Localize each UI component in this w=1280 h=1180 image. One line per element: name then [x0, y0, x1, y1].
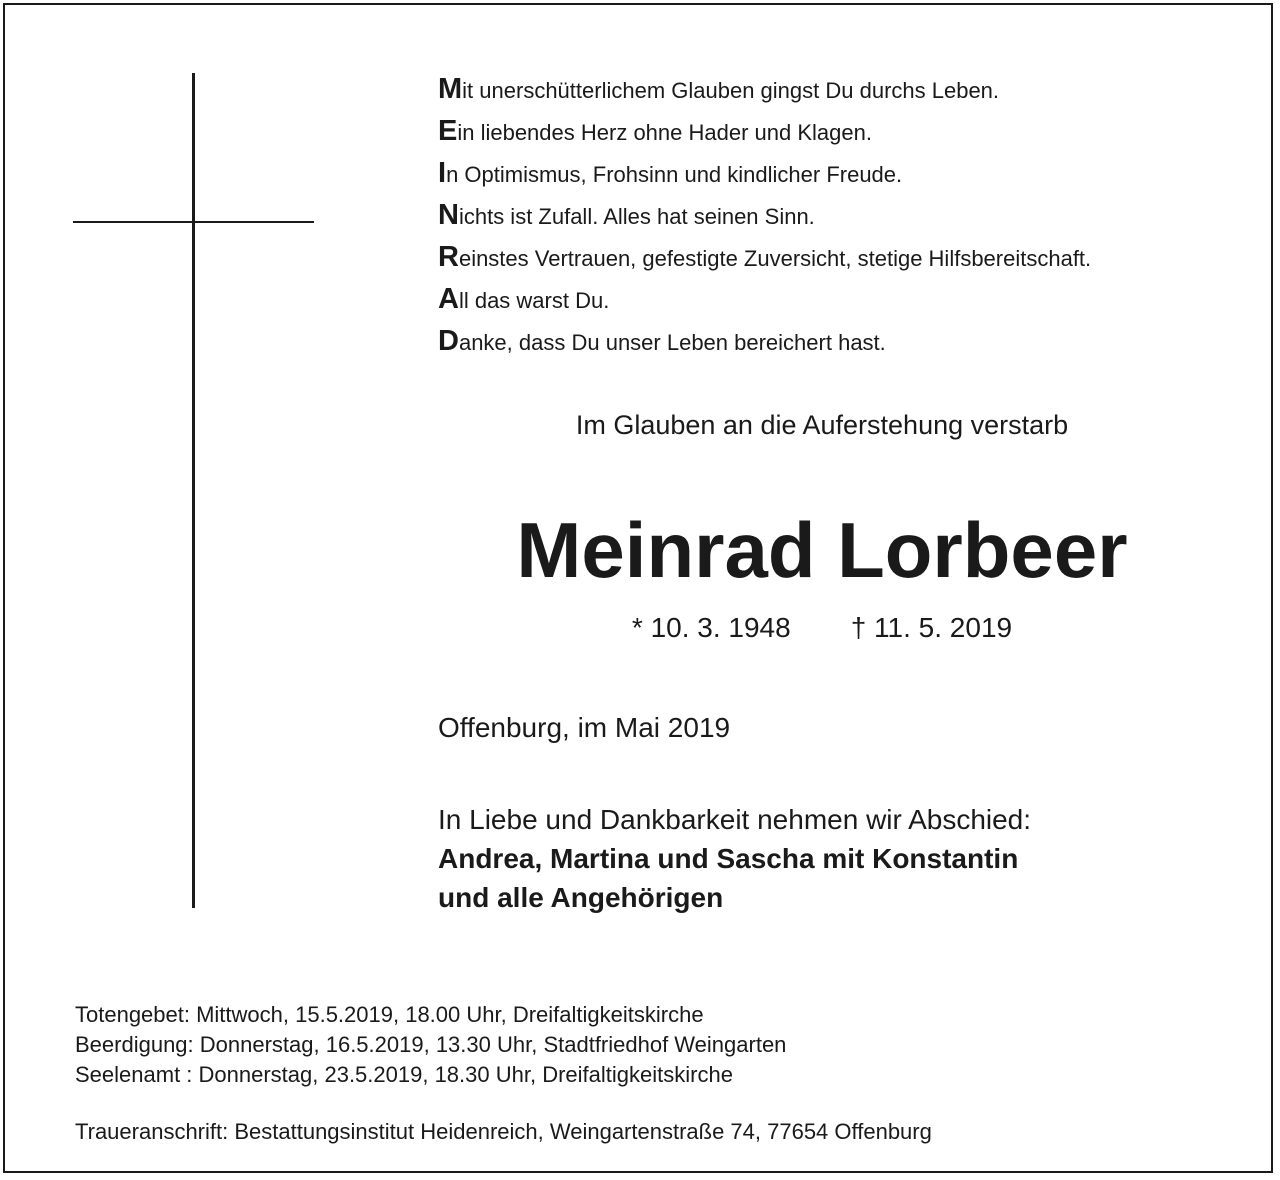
- cross-vertical-beam: [192, 73, 195, 908]
- service-event: Totengebet: Mittwoch, 15.5.2019, 18.00 Uhr, Dreifaltigkeitskirche: [75, 1002, 704, 1027]
- acrostic-initial: E: [438, 115, 458, 147]
- place-and-date: Offenburg, im Mai 2019: [438, 712, 731, 743]
- acrostic-initial: N: [438, 199, 459, 231]
- acrostic-line: [438, 70, 1238, 112]
- acrostic-text: einstes Vertrauen, gefestigte Zuversicht, stetige Hilfsbereitschaft.: [458, 246, 1092, 271]
- acrostic-initial: M: [438, 73, 463, 105]
- death-date: † 11. 5. 2019: [850, 612, 1013, 643]
- service-schedule: [75, 1000, 786, 1090]
- acrostic-text: anke, dass Du unser Leben bereichert hast.: [458, 330, 886, 355]
- acrostic-text: it unerschütterlichem Glauben gingst Du durchs Leben.: [462, 78, 1000, 103]
- acrostic-line: [438, 112, 1238, 154]
- acrostic-poem: [438, 70, 1238, 364]
- intro-line: Im Glauben an die Auferstehung verstarb: [575, 410, 1069, 440]
- acrostic-text: in liebendes Herz ohne Hader und Klagen.: [457, 120, 872, 145]
- acrostic-line: [438, 196, 1238, 238]
- acrostic-line: [438, 322, 1238, 364]
- acrostic-initial: I: [438, 157, 447, 189]
- service-event: Beerdigung: Donnerstag, 16.5.2019, 13.30 Uhr, Stadtfriedhof Weingarten: [75, 1032, 787, 1057]
- birth-date: * 10. 3. 1948: [631, 612, 791, 643]
- acrostic-line: [438, 280, 1238, 322]
- acrostic-text: ichts ist Zufall. Alles hat seinen Sinn.: [458, 204, 815, 229]
- acrostic-initial: R: [438, 241, 459, 273]
- acrostic-text: n Optimismus, Frohsinn und kindlicher Freude.: [446, 162, 903, 187]
- family-names: und alle Angehörigen: [438, 882, 724, 913]
- service-event: Seelenamt : Donnerstag, 23.5.2019, 18.30 Uhr, Dreifaltigkeitskirche: [75, 1062, 733, 1087]
- deceased-name: Meinrad Lorbeer: [516, 506, 1128, 594]
- acrostic-line: [438, 238, 1238, 280]
- acrostic-line: [438, 154, 1238, 196]
- acrostic-text: ll das warst Du.: [458, 288, 610, 313]
- farewell-block: [438, 800, 1031, 917]
- acrostic-initial: D: [438, 325, 459, 357]
- life-dates: [438, 612, 1206, 644]
- family-names: Andrea, Martina und Sascha mit Konstantin: [438, 843, 1019, 874]
- farewell-line: In Liebe und Dankbarkeit nehmen wir Abschied:: [438, 804, 1032, 835]
- cross-horizontal-beam: [73, 221, 314, 223]
- acrostic-initial: A: [438, 283, 459, 315]
- mourning-address: Traueranschrift: Bestattungsinstitut Heidenreich, Weingartenstraße 74, 77654 Offenburg: [75, 1119, 932, 1144]
